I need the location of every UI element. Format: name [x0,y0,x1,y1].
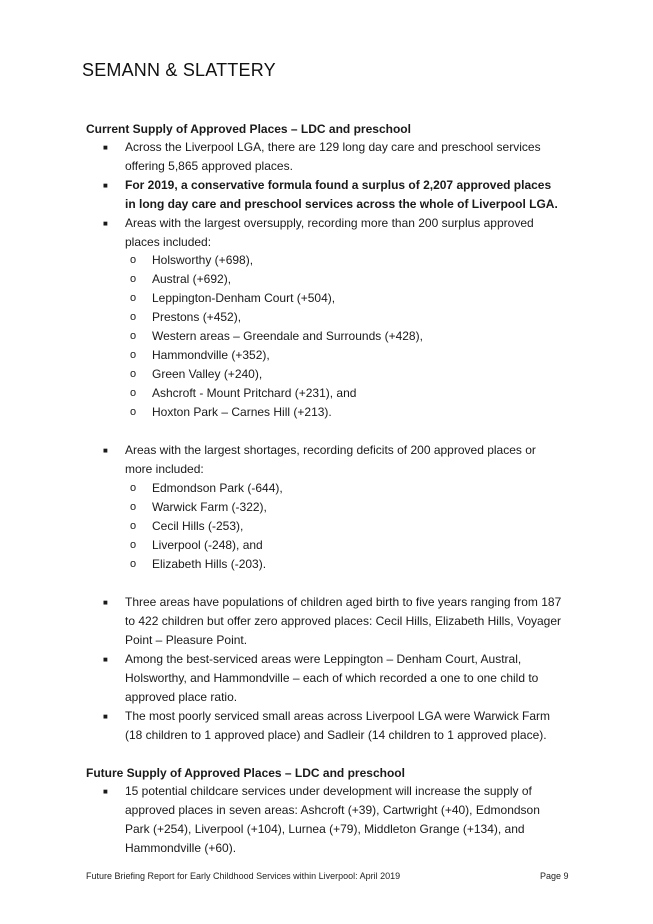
sub-list-text: Cecil Hills (-253), [152,519,244,533]
bullet-marker: ■ [103,181,108,190]
sub-list-text: Prestons (+452), [152,310,242,324]
sub-bullet-marker: o [130,482,137,494]
company-logo: SEMANN & SLATTERY [82,60,276,80]
sub-bullet-marker: o [130,273,137,285]
sub-bullet-marker: o [130,292,137,304]
bullet-text: Three areas have populations of children aged birth to five years ranging from 187 to 422 children but offer zero approved places: Cecil Hills, Elizabeth Hills, Voyager Point – Pleasure Point. [125,595,562,647]
sub-bullet-marker: o [130,539,137,551]
sub-list-text: Green Valley (+240), [152,367,263,381]
bullet-text: Among the best-serviced areas were Leppington – Denham Court, Austral, Holsworthy, and Hammondville – each of which recorded a one to one child to approved place ratio. [125,652,539,704]
sub-list-text: Hammondville (+352), [152,348,270,362]
bullet-marker: ■ [103,143,108,152]
sub-bullet-marker: o [130,254,137,266]
sub-list-text: Holsworthy (+698), [152,253,254,267]
bullet-marker: ■ [103,219,108,228]
sub-bullet-marker: o [130,406,137,418]
sub-bullet-marker: o [130,558,137,570]
bullet-marker: ■ [103,712,108,721]
footer-report-title: Future Briefing Report for Early Childhood Services within Liverpool: April 2019 [86,871,401,881]
footer-page-number: Page 9 [540,871,569,881]
bullet-marker: ■ [103,446,108,455]
sub-list-text: Elizabeth Hills (-203). [152,557,267,571]
bullet-text: The most poorly serviced small areas across Liverpool LGA were Warwick Farm (18 children to 1 approved place) and Sadleir (14 children to 1 approved place). [125,709,551,742]
sub-bullet-marker: o [130,501,137,513]
sub-bullet-marker: o [130,368,137,380]
bullet-text: For 2019, a conservative formula found a surplus of 2,207 approved places in long day care and preschool services across the whole of Liverpool LGA. [125,178,558,211]
sub-bullet-marker: o [130,349,137,361]
bullet-marker: ■ [103,655,108,664]
sub-list-text: Western areas – Greendale and Surrounds (+428), [152,329,423,343]
sub-bullet-marker: o [130,330,137,342]
bullet-text: Across the Liverpool LGA, there are 129 long day care and preschool services offering 5,865 approved places. [125,140,541,173]
sub-list-text: Edmondson Park (-644), [152,481,283,495]
bullet-text: 15 potential childcare services under development will increase the supply of approved places in seven areas: Ashcroft (+39), Cartwright (+40), Edmondson Park (+254), Liverpool (+104), Lurnea (+79), Middleton Grange (+134), and Hammondville (+60). [125,784,540,855]
sub-bullet-marker: o [130,520,137,532]
bullet-marker: ■ [103,787,108,796]
sub-list-text: Austral (+692), [152,272,232,286]
sub-list-text: Hoxton Park – Carnes Hill (+213). [152,405,332,419]
bullet-text: Areas with the largest oversupply, recording more than 200 surplus approved places included: [125,216,534,249]
sub-bullet-marker: o [130,387,137,399]
sub-bullet-marker: o [130,311,137,323]
bullet-text: Areas with the largest shortages, recording deficits of 200 approved places or more included: [125,443,536,476]
bullet-marker: ■ [103,598,108,607]
sub-list-text: Leppington-Denham Court (+504), [152,291,336,305]
sub-list-text: Warwick Farm (-322), [152,500,267,514]
section-heading-current-supply: Current Supply of Approved Places – LDC and preschool [86,122,411,136]
sub-list-text: Ashcroft - Mount Pritchard (+231), and [152,386,357,400]
section-heading-future-supply: Future Supply of Approved Places – LDC and preschool [86,766,405,780]
sub-list-text: Liverpool (-248), and [152,538,263,552]
